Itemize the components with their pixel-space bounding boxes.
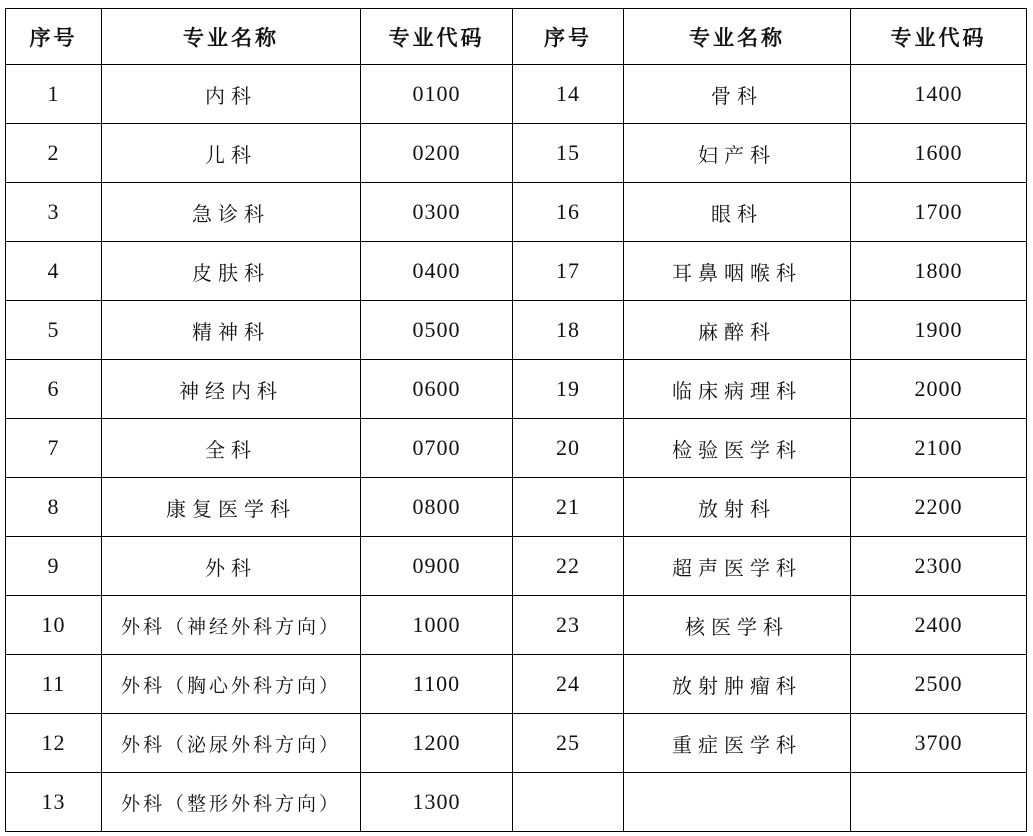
row-number-cell: 15 [513,124,624,183]
specialty-code-cell: 0500 [361,301,513,360]
specialty-name-cell: 康复医学科 [102,478,361,537]
specialty-code-cell: 0700 [361,419,513,478]
specialty-name-cell: 外科 [102,537,361,596]
specialty-code-cell: 1000 [361,596,513,655]
row-number-cell: 18 [513,301,624,360]
row-number-cell: 13 [6,773,102,832]
specialty-name-cell: 放射肿瘤科 [624,655,851,714]
specialty-name-cell: 内科 [102,65,361,124]
specialty-name-cell: 重症医学科 [624,714,851,773]
specialty-code-cell [851,773,1027,832]
row-number-cell: 22 [513,537,624,596]
specialty-code-cell: 2500 [851,655,1027,714]
specialty-code-cell: 1700 [851,183,1027,242]
row-number-cell: 11 [6,655,102,714]
specialty-table [5,8,1027,832]
table-row [6,301,1027,360]
specialty-code-cell: 0200 [361,124,513,183]
header-cell-name-left: 专业名称 [102,9,361,65]
specialty-code-cell: 2000 [851,360,1027,419]
header-cell-name-right: 专业名称 [624,9,851,65]
header-cell-no-right: 序号 [513,9,624,65]
specialty-code-cell: 0800 [361,478,513,537]
table-row [6,655,1027,714]
row-number-cell: 23 [513,596,624,655]
specialty-name-cell: 儿科 [102,124,361,183]
specialty-name-cell: 皮肤科 [102,242,361,301]
table-body [6,65,1027,832]
specialty-name-cell: 临床病理科 [624,360,851,419]
specialty-code-cell: 0100 [361,65,513,124]
row-number-cell: 20 [513,419,624,478]
specialty-code-cell: 0300 [361,183,513,242]
row-number-cell: 1 [6,65,102,124]
row-number-cell: 24 [513,655,624,714]
table-row [6,183,1027,242]
row-number-cell: 9 [6,537,102,596]
specialty-code-cell: 2400 [851,596,1027,655]
specialty-name-cell: 妇产科 [624,124,851,183]
row-number-cell: 7 [6,419,102,478]
specialty-name-cell: 放射科 [624,478,851,537]
table-row [6,65,1027,124]
row-number-cell [513,773,624,832]
specialty-name-cell: 麻醉科 [624,301,851,360]
table-row [6,419,1027,478]
specialty-code-cell: 1100 [361,655,513,714]
specialty-code-cell: 1400 [851,65,1027,124]
specialty-name-cell: 外科（胸心外科方向） [102,655,361,714]
specialty-name-cell: 超声医学科 [624,537,851,596]
row-number-cell: 12 [6,714,102,773]
specialty-code-cell: 2100 [851,419,1027,478]
specialty-code-cell: 1900 [851,301,1027,360]
table-row [6,537,1027,596]
specialty-code-cell: 2300 [851,537,1027,596]
specialty-name-cell [624,773,851,832]
specialty-name-cell: 耳鼻咽喉科 [624,242,851,301]
header-cell-code-right: 专业代码 [851,9,1027,65]
row-number-cell: 4 [6,242,102,301]
specialty-code-cell: 1200 [361,714,513,773]
table-row [6,360,1027,419]
specialty-name-cell: 全科 [102,419,361,478]
row-number-cell: 6 [6,360,102,419]
row-number-cell: 19 [513,360,624,419]
specialty-name-cell: 检验医学科 [624,419,851,478]
specialty-name-cell: 眼科 [624,183,851,242]
specialty-name-cell: 外科（神经外科方向） [102,596,361,655]
row-number-cell: 3 [6,183,102,242]
specialty-table-container [5,8,1027,832]
specialty-name-cell: 外科（泌尿外科方向） [102,714,361,773]
row-number-cell: 25 [513,714,624,773]
row-number-cell: 14 [513,65,624,124]
specialty-name-cell: 精神科 [102,301,361,360]
table-row [6,242,1027,301]
specialty-code-cell: 1800 [851,242,1027,301]
specialty-name-cell: 骨科 [624,65,851,124]
specialty-code-cell: 2200 [851,478,1027,537]
table-row [6,596,1027,655]
specialty-code-cell: 1600 [851,124,1027,183]
specialty-code-cell: 0400 [361,242,513,301]
specialty-name-cell: 外科（整形外科方向） [102,773,361,832]
specialty-code-cell: 0600 [361,360,513,419]
row-number-cell: 10 [6,596,102,655]
table-header-row [6,9,1027,65]
specialty-name-cell: 急诊科 [102,183,361,242]
specialty-name-cell: 核医学科 [624,596,851,655]
specialty-code-cell: 1300 [361,773,513,832]
row-number-cell: 5 [6,301,102,360]
header-cell-code-left: 专业代码 [361,9,513,65]
row-number-cell: 2 [6,124,102,183]
specialty-code-cell: 0900 [361,537,513,596]
table-row [6,478,1027,537]
row-number-cell: 17 [513,242,624,301]
header-cell-no-left: 序号 [6,9,102,65]
specialty-code-cell: 3700 [851,714,1027,773]
row-number-cell: 16 [513,183,624,242]
specialty-name-cell: 神经内科 [102,360,361,419]
row-number-cell: 8 [6,478,102,537]
table-row [6,773,1027,832]
table-row [6,714,1027,773]
row-number-cell: 21 [513,478,624,537]
table-row [6,124,1027,183]
